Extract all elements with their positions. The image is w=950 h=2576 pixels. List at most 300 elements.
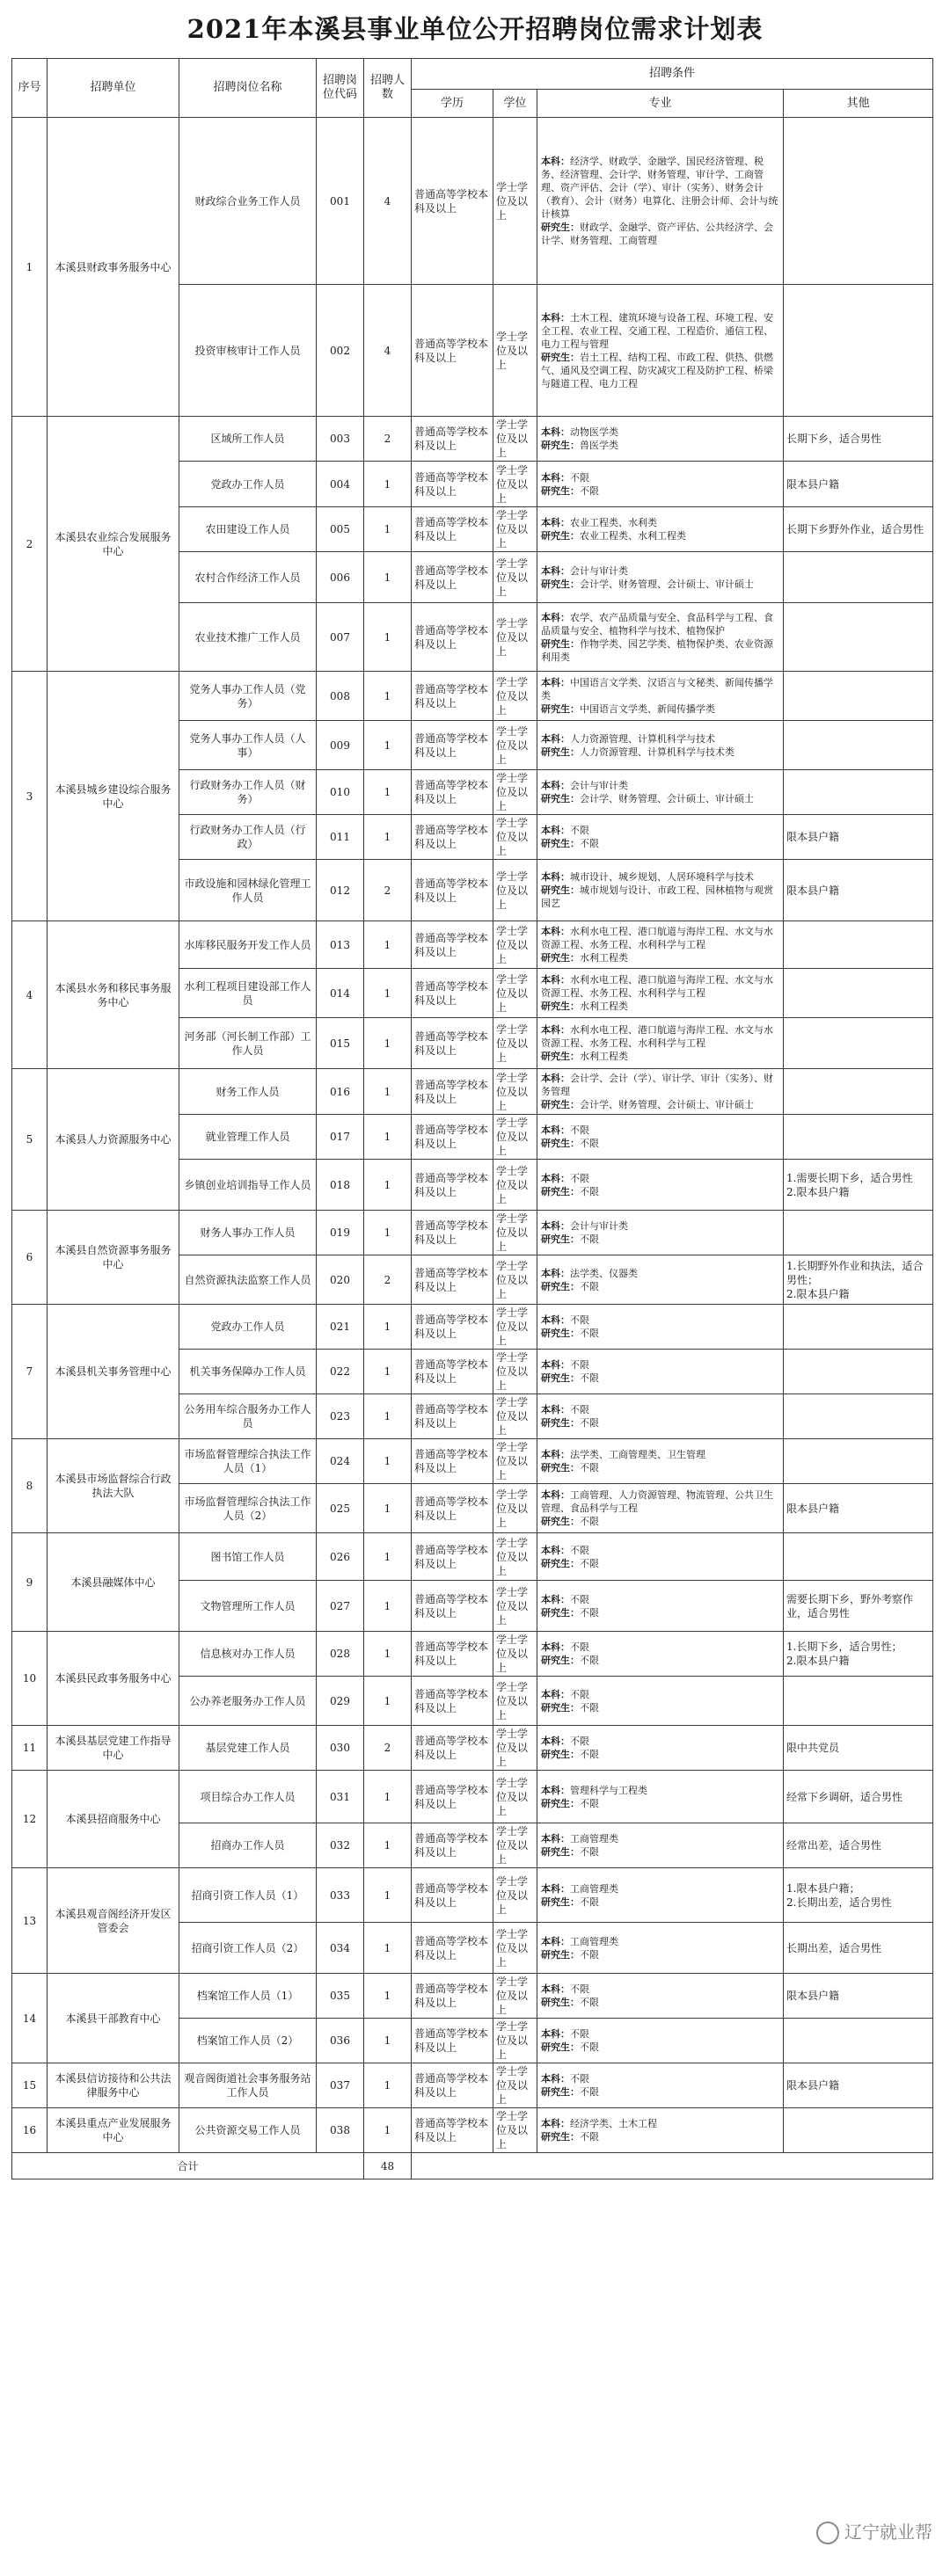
post-code: 019 xyxy=(317,1211,364,1255)
grad-value: 城市规划与设计、市政工程、园林植物与观赏园艺 xyxy=(541,884,773,909)
post-code: 028 xyxy=(317,1632,364,1677)
unit-name: 本溪县重点产业发展服务中心 xyxy=(48,2108,179,2153)
post-edu: 普通高等学校本科及以上 xyxy=(412,1018,493,1069)
major-grad xyxy=(541,1050,779,1063)
post-major xyxy=(537,1350,784,1394)
grad-value: 不限 xyxy=(580,1846,599,1858)
post-code: 002 xyxy=(317,285,364,417)
post-other xyxy=(784,285,933,417)
post-name: 河务部（河长制工作部）工作人员 xyxy=(179,1018,317,1069)
grad-value: 水利工程类 xyxy=(580,1051,628,1062)
post-other xyxy=(784,1018,933,1069)
post-other: 限本县户籍 xyxy=(784,1484,933,1533)
major-undergrad xyxy=(541,824,779,837)
unit-name: 本溪县农业综合发展服务中心 xyxy=(48,417,179,672)
post-degree: 学士学位及以上 xyxy=(493,1160,537,1211)
grad-label: 研究生： xyxy=(541,1001,580,1012)
post-name: 财政综合业务工作人员 xyxy=(179,118,317,285)
undergrad-label: 本科： xyxy=(541,1267,570,1279)
undergrad-value: 工商管理类 xyxy=(570,1833,618,1845)
grad-label: 研究生： xyxy=(541,1328,580,1339)
post-degree: 学士学位及以上 xyxy=(493,969,537,1018)
grad-value: 不限 xyxy=(580,2041,599,2053)
unit-seq: 10 xyxy=(12,1632,48,1726)
major-undergrad xyxy=(541,1488,779,1515)
grad-label: 研究生： xyxy=(541,793,580,804)
major-grad xyxy=(541,1185,779,1198)
major-undergrad xyxy=(541,1172,779,1185)
post-edu: 普通高等学校本科及以上 xyxy=(412,1394,493,1439)
table-row xyxy=(12,1069,933,1115)
major-grad xyxy=(541,1372,779,1385)
table-row xyxy=(12,1974,933,2019)
post-count: 1 xyxy=(364,1018,412,1069)
undergrad-label: 本科： xyxy=(541,1073,570,1084)
major-grad xyxy=(541,884,779,910)
unit-seq: 12 xyxy=(12,1771,48,1868)
post-edu: 普通高等学校本科及以上 xyxy=(412,1484,493,1533)
grad-label: 研究生： xyxy=(541,2086,580,2098)
post-code: 015 xyxy=(317,1018,364,1069)
unit-name: 本溪县观音阁经济开发区管委会 xyxy=(48,1868,179,1974)
post-other: 经常下乡调研，适合男性 xyxy=(784,1771,933,1823)
post-code: 018 xyxy=(317,1160,364,1211)
post-code: 030 xyxy=(317,1726,364,1771)
undergrad-label: 本科： xyxy=(541,732,570,745)
header-edu: 学历 xyxy=(412,90,493,118)
major-undergrad xyxy=(541,2072,779,2085)
grad-label: 研究生： xyxy=(541,351,580,363)
major-undergrad xyxy=(541,1882,779,1896)
grad-value: 不限 xyxy=(580,1233,599,1245)
unit-name: 本溪县市场监督综合行政执法大队 xyxy=(48,1439,179,1533)
header-degree: 学位 xyxy=(493,90,537,118)
post-degree: 学士学位及以上 xyxy=(493,2108,537,2153)
post-major xyxy=(537,552,784,603)
post-edu: 普通高等学校本科及以上 xyxy=(412,672,493,721)
undergrad-label: 本科： xyxy=(541,1641,570,1653)
undergrad-value: 不限 xyxy=(570,1124,589,1136)
major-grad xyxy=(541,2130,779,2143)
post-name: 项目综合办工作人员 xyxy=(179,1771,317,1823)
undergrad-value: 动物医学类 xyxy=(570,426,618,438)
unit-name: 本溪县财政事务服务中心 xyxy=(48,118,179,417)
post-edu: 普通高等学校本科及以上 xyxy=(412,1069,493,1115)
undergrad-value: 不限 xyxy=(570,1736,589,1747)
unit-seq: 4 xyxy=(12,921,48,1069)
post-degree: 学士学位及以上 xyxy=(493,770,537,815)
unit-seq: 7 xyxy=(12,1305,48,1439)
post-code: 017 xyxy=(317,1115,364,1160)
major-undergrad xyxy=(541,925,779,951)
post-edu: 普通高等学校本科及以上 xyxy=(412,417,493,462)
post-major xyxy=(537,1533,784,1581)
post-degree: 学士学位及以上 xyxy=(493,2063,537,2108)
post-edu: 普通高等学校本科及以上 xyxy=(412,1677,493,1726)
post-degree: 学士学位及以上 xyxy=(493,815,537,860)
major-undergrad xyxy=(541,1544,779,1557)
post-other xyxy=(784,1439,933,1484)
post-edu: 普通高等学校本科及以上 xyxy=(412,603,493,672)
undergrad-value: 不限 xyxy=(570,1544,589,1556)
major-grad xyxy=(541,1654,779,1667)
post-major xyxy=(537,1255,784,1305)
header-major: 专业 xyxy=(537,90,784,118)
major-undergrad xyxy=(541,155,779,221)
post-name: 信息核对办工作人员 xyxy=(179,1632,317,1677)
undergrad-label: 本科： xyxy=(541,611,570,623)
grad-label: 研究生： xyxy=(541,1749,580,1760)
undergrad-value: 不限 xyxy=(570,2028,589,2040)
unit-name: 本溪县干部教育中心 xyxy=(48,1974,179,2063)
unit-seq: 1 xyxy=(12,118,48,417)
major-undergrad xyxy=(541,1735,779,1748)
unit-name: 本溪县民政事务服务中心 xyxy=(48,1632,179,1726)
major-grad xyxy=(541,1748,779,1761)
post-count: 1 xyxy=(364,770,412,815)
post-code: 025 xyxy=(317,1484,364,1533)
grad-value: 不限 xyxy=(580,2131,599,2143)
post-code: 003 xyxy=(317,417,364,462)
undergrad-label: 本科： xyxy=(541,2028,570,2040)
grad-label: 研究生： xyxy=(541,222,580,233)
unit-name: 本溪县招商服务中心 xyxy=(48,1771,179,1868)
undergrad-label: 本科： xyxy=(541,1172,570,1184)
post-major xyxy=(537,721,784,770)
grad-value: 不限 xyxy=(580,1749,599,1760)
post-code: 013 xyxy=(317,921,364,969)
post-edu: 普通高等学校本科及以上 xyxy=(412,1868,493,1923)
post-code: 004 xyxy=(317,462,364,507)
grad-label: 研究生： xyxy=(541,530,580,542)
unit-name: 本溪县城乡建设综合服务中心 xyxy=(48,672,179,921)
post-other: 需要长期下乡，野外考察作业，适合男性 xyxy=(784,1581,933,1632)
major-undergrad xyxy=(541,426,779,439)
post-degree: 学士学位及以上 xyxy=(493,1394,537,1439)
post-name: 自然资源执法监察工作人员 xyxy=(179,1255,317,1305)
grad-label: 研究生： xyxy=(541,952,580,964)
post-name: 文物管理所工作人员 xyxy=(179,1581,317,1632)
major-undergrad xyxy=(541,1641,779,1654)
grad-value: 不限 xyxy=(580,838,599,849)
post-name: 机关事务保障办工作人员 xyxy=(179,1350,317,1394)
unit-seq: 13 xyxy=(12,1868,48,1974)
post-name: 就业管理工作人员 xyxy=(179,1115,317,1160)
major-undergrad xyxy=(541,732,779,746)
post-count: 1 xyxy=(364,1771,412,1823)
grad-label: 研究生： xyxy=(541,1557,580,1569)
post-other: 1.需要长期下乡，适合男性 2.限本县户籍 xyxy=(784,1160,933,1211)
post-name: 水库移民服务开发工作人员 xyxy=(179,921,317,969)
post-code: 021 xyxy=(317,1305,364,1350)
post-count: 1 xyxy=(364,552,412,603)
post-name: 公共资源交易工作人员 xyxy=(179,2108,317,2153)
post-code: 009 xyxy=(317,721,364,770)
undergrad-label: 本科： xyxy=(541,1220,570,1232)
post-count: 1 xyxy=(364,462,412,507)
major-undergrad xyxy=(541,1983,779,1996)
unit-name: 本溪县自然资源事务服务中心 xyxy=(48,1211,179,1305)
post-code: 024 xyxy=(317,1439,364,1484)
undergrad-value: 工商管理、人力资源管理、物流管理、公共卫生管理、食品科学与工程 xyxy=(541,1489,773,1514)
table-row xyxy=(12,1726,933,1771)
table-row xyxy=(12,1868,933,1923)
major-undergrad xyxy=(541,1403,779,1416)
post-edu: 普通高等学校本科及以上 xyxy=(412,921,493,969)
post-code: 026 xyxy=(317,1533,364,1581)
post-count: 1 xyxy=(364,603,412,672)
undergrad-value: 不限 xyxy=(570,471,589,484)
grad-label: 研究生： xyxy=(541,1997,580,2008)
major-undergrad xyxy=(541,1124,779,1137)
post-major xyxy=(537,462,784,507)
post-edu: 普通高等学校本科及以上 xyxy=(412,815,493,860)
grad-value: 不限 xyxy=(580,1462,599,1474)
undergrad-label: 本科： xyxy=(541,974,570,986)
major-grad xyxy=(541,1701,779,1714)
post-edu: 普通高等学校本科及以上 xyxy=(412,1211,493,1255)
unit-seq: 16 xyxy=(12,2108,48,2153)
post-major xyxy=(537,1484,784,1533)
post-other xyxy=(784,921,933,969)
grad-value: 水利工程类 xyxy=(580,1001,628,1012)
post-other xyxy=(784,2108,933,2153)
grad-value: 不限 xyxy=(580,1328,599,1339)
post-other xyxy=(784,1305,933,1350)
post-count: 1 xyxy=(364,1394,412,1439)
undergrad-label: 本科： xyxy=(541,871,570,883)
unit-seq: 6 xyxy=(12,1211,48,1305)
table-row xyxy=(12,2108,933,2153)
major-undergrad xyxy=(541,1935,779,1948)
post-code: 033 xyxy=(317,1868,364,1923)
post-major xyxy=(537,1726,784,1771)
unit-seq: 8 xyxy=(12,1439,48,1533)
unit-seq: 3 xyxy=(12,672,48,921)
major-grad xyxy=(541,221,779,247)
post-name: 农村合作经济工作人员 xyxy=(179,552,317,603)
post-name: 市政设施和园林绿化管理工作人员 xyxy=(179,860,317,921)
post-code: 027 xyxy=(317,1581,364,1632)
post-degree: 学士学位及以上 xyxy=(493,1211,537,1255)
post-name: 党务人事办工作人员（党务） xyxy=(179,672,317,721)
undergrad-value: 法学类、工商管理类、卫生管理 xyxy=(570,1449,705,1460)
grad-label: 研究生： xyxy=(541,703,580,715)
post-name: 公办养老服务办工作人员 xyxy=(179,1677,317,1726)
undergrad-value: 水利水电工程、港口航道与海岸工程、水文与水资源工程、水务工程、水利科学与工程 xyxy=(541,926,773,950)
undergrad-value: 不限 xyxy=(570,1172,589,1184)
grad-value: 不限 xyxy=(580,2086,599,2098)
post-code: 016 xyxy=(317,1069,364,1115)
major-undergrad xyxy=(541,564,779,578)
post-degree: 学士学位及以上 xyxy=(493,1974,537,2019)
post-edu: 普通高等学校本科及以上 xyxy=(412,1823,493,1868)
table-row xyxy=(12,1439,933,1484)
major-undergrad xyxy=(541,1448,779,1461)
unit-seq: 11 xyxy=(12,1726,48,1771)
major-grad xyxy=(541,439,779,452)
undergrad-label: 本科： xyxy=(541,1935,570,1947)
grad-label: 研究生： xyxy=(541,838,580,849)
undergrad-label: 本科： xyxy=(541,825,570,836)
undergrad-label: 本科： xyxy=(541,1489,570,1501)
undergrad-label: 本科： xyxy=(541,2118,570,2129)
post-other xyxy=(784,552,933,603)
post-major xyxy=(537,1677,784,1726)
post-edu: 普通高等学校本科及以上 xyxy=(412,1115,493,1160)
major-grad xyxy=(541,2085,779,2099)
post-name: 农田建设工作人员 xyxy=(179,507,317,552)
post-name: 行政财务办工作人员（行政） xyxy=(179,815,317,860)
grad-label: 研究生： xyxy=(541,1846,580,1858)
grad-label: 研究生： xyxy=(541,746,580,758)
undergrad-label: 本科： xyxy=(541,471,570,484)
post-name: 党政办工作人员 xyxy=(179,1305,317,1350)
major-grad xyxy=(541,1515,779,1528)
total-blank xyxy=(412,2153,933,2179)
post-other xyxy=(784,721,933,770)
post-other: 长期出差，适合男性 xyxy=(784,1923,933,1974)
undergrad-value: 土木工程、建筑环境与设备工程、环境工程、安全工程、农业工程、交通工程、工程造价、通信工程、电力工程与管理 xyxy=(541,311,773,350)
unit-seq: 2 xyxy=(12,417,48,672)
grad-label: 研究生： xyxy=(541,1280,580,1292)
table-row xyxy=(12,417,933,462)
post-count: 1 xyxy=(364,1632,412,1677)
undergrad-value: 法学类、仪器类 xyxy=(570,1267,638,1279)
major-undergrad xyxy=(541,1784,779,1797)
grad-label: 研究生： xyxy=(541,1099,580,1110)
grad-value: 不限 xyxy=(580,1185,599,1197)
post-degree: 学士学位及以上 xyxy=(493,552,537,603)
post-edu: 普通高等学校本科及以上 xyxy=(412,1160,493,1211)
major-grad xyxy=(541,1557,779,1570)
post-major xyxy=(537,1632,784,1677)
undergrad-value: 城市设计、城乡规划、人居环境科学与技术 xyxy=(570,871,754,883)
post-code: 014 xyxy=(317,969,364,1018)
undergrad-label: 本科： xyxy=(541,1449,570,1460)
post-count: 1 xyxy=(364,1439,412,1484)
unit-seq: 15 xyxy=(12,2063,48,2108)
table-row xyxy=(12,1771,933,1823)
table-row xyxy=(12,1632,933,1677)
grad-value: 不限 xyxy=(580,1797,599,1809)
post-degree: 学士学位及以上 xyxy=(493,1305,537,1350)
unit-name: 本溪县融媒体中心 xyxy=(48,1533,179,1632)
post-degree: 学士学位及以上 xyxy=(493,1439,537,1484)
post-degree: 学士学位及以上 xyxy=(493,603,537,672)
post-code: 036 xyxy=(317,2019,364,2063)
post-count: 1 xyxy=(364,1115,412,1160)
post-degree: 学士学位及以上 xyxy=(493,417,537,462)
table-row xyxy=(12,672,933,721)
post-degree: 学士学位及以上 xyxy=(493,2019,537,2063)
post-major xyxy=(537,1305,784,1350)
grad-value: 作物学类、园艺学类、植物保护类、农业资源利用类 xyxy=(541,637,773,663)
post-edu: 普通高等学校本科及以上 xyxy=(412,118,493,285)
post-code: 022 xyxy=(317,1350,364,1394)
post-code: 007 xyxy=(317,603,364,672)
post-edu: 普通高等学校本科及以上 xyxy=(412,507,493,552)
post-other xyxy=(784,1394,933,1439)
grad-value: 不限 xyxy=(580,1655,599,1666)
post-edu: 普通高等学校本科及以上 xyxy=(412,1305,493,1350)
major-grad xyxy=(541,1327,779,1340)
post-count: 1 xyxy=(364,2019,412,2063)
post-major xyxy=(537,1823,784,1868)
post-edu: 普通高等学校本科及以上 xyxy=(412,1255,493,1305)
post-count: 4 xyxy=(364,118,412,285)
post-name: 行政财务办工作人员（财务） xyxy=(179,770,317,815)
post-name: 档案馆工作人员（2） xyxy=(179,2019,317,2063)
post-name: 财务人事办工作人员 xyxy=(179,1211,317,1255)
post-major xyxy=(537,969,784,1018)
major-grad xyxy=(541,529,779,542)
table-row xyxy=(12,1533,933,1581)
undergrad-label: 本科： xyxy=(541,1314,570,1326)
undergrad-label: 本科： xyxy=(541,1736,570,1747)
major-undergrad xyxy=(541,1267,779,1280)
post-degree: 学士学位及以上 xyxy=(493,1581,537,1632)
post-major xyxy=(537,1160,784,1211)
post-other: 限本县户籍 xyxy=(784,2063,933,2108)
major-grad xyxy=(541,637,779,664)
grad-label: 研究生： xyxy=(541,1233,580,1245)
post-count: 1 xyxy=(364,1581,412,1632)
unit-name: 本溪县信访接待和公共法律服务中心 xyxy=(48,2063,179,2108)
post-count: 1 xyxy=(364,1305,412,1350)
post-degree: 学士学位及以上 xyxy=(493,1771,537,1823)
post-count: 2 xyxy=(364,417,412,462)
undergrad-label: 本科： xyxy=(541,1124,570,1136)
major-undergrad xyxy=(541,471,779,484)
grad-value: 不限 xyxy=(580,1701,599,1714)
page-title: 2021年本溪县事业单位公开招聘岗位需求计划表 xyxy=(186,14,764,44)
post-degree: 学士学位及以上 xyxy=(493,1823,537,1868)
table-row xyxy=(12,921,933,969)
unit-name: 本溪县基层党建工作指导中心 xyxy=(48,1726,179,1771)
undergrad-label: 本科： xyxy=(541,1983,570,1995)
recruitment-table-container xyxy=(11,58,933,2179)
post-degree: 学士学位及以上 xyxy=(493,1018,537,1069)
post-name: 农业技术推广工作人员 xyxy=(179,603,317,672)
post-degree: 学士学位及以上 xyxy=(493,1115,537,1160)
major-undergrad xyxy=(541,1688,779,1701)
undergrad-value: 不限 xyxy=(570,1314,589,1326)
grad-label: 研究生： xyxy=(541,1185,580,1197)
undergrad-value: 会计与审计类 xyxy=(570,1220,628,1232)
undergrad-label: 本科： xyxy=(541,1359,570,1371)
major-grad xyxy=(541,1797,779,1810)
post-degree: 学士学位及以上 xyxy=(493,721,537,770)
post-count: 1 xyxy=(364,969,412,1018)
post-count: 1 xyxy=(364,1823,412,1868)
major-grad xyxy=(541,951,779,964)
post-degree: 学士学位及以上 xyxy=(493,1923,537,1974)
post-count: 2 xyxy=(364,1255,412,1305)
major-undergrad xyxy=(541,611,779,637)
grad-value: 财政学、金融学、资产评估、公共经济学、会计学、财务管理、工商管理 xyxy=(541,222,773,246)
undergrad-value: 水利水电工程、港口航道与海岸工程、水文与水资源工程、水务工程、水利科学与工程 xyxy=(541,974,773,999)
post-other: 经常出差，适合男性 xyxy=(784,1823,933,1868)
post-code: 029 xyxy=(317,1677,364,1726)
post-name: 党务人事办工作人员（人事） xyxy=(179,721,317,770)
grad-label: 研究生： xyxy=(541,637,580,650)
post-code: 008 xyxy=(317,672,364,721)
table-row xyxy=(12,1211,933,1255)
header-count: 招聘人数 xyxy=(364,59,412,118)
undergrad-value: 人力资源管理、计算机科学与技术 xyxy=(570,732,715,745)
undergrad-label: 本科： xyxy=(541,780,570,791)
